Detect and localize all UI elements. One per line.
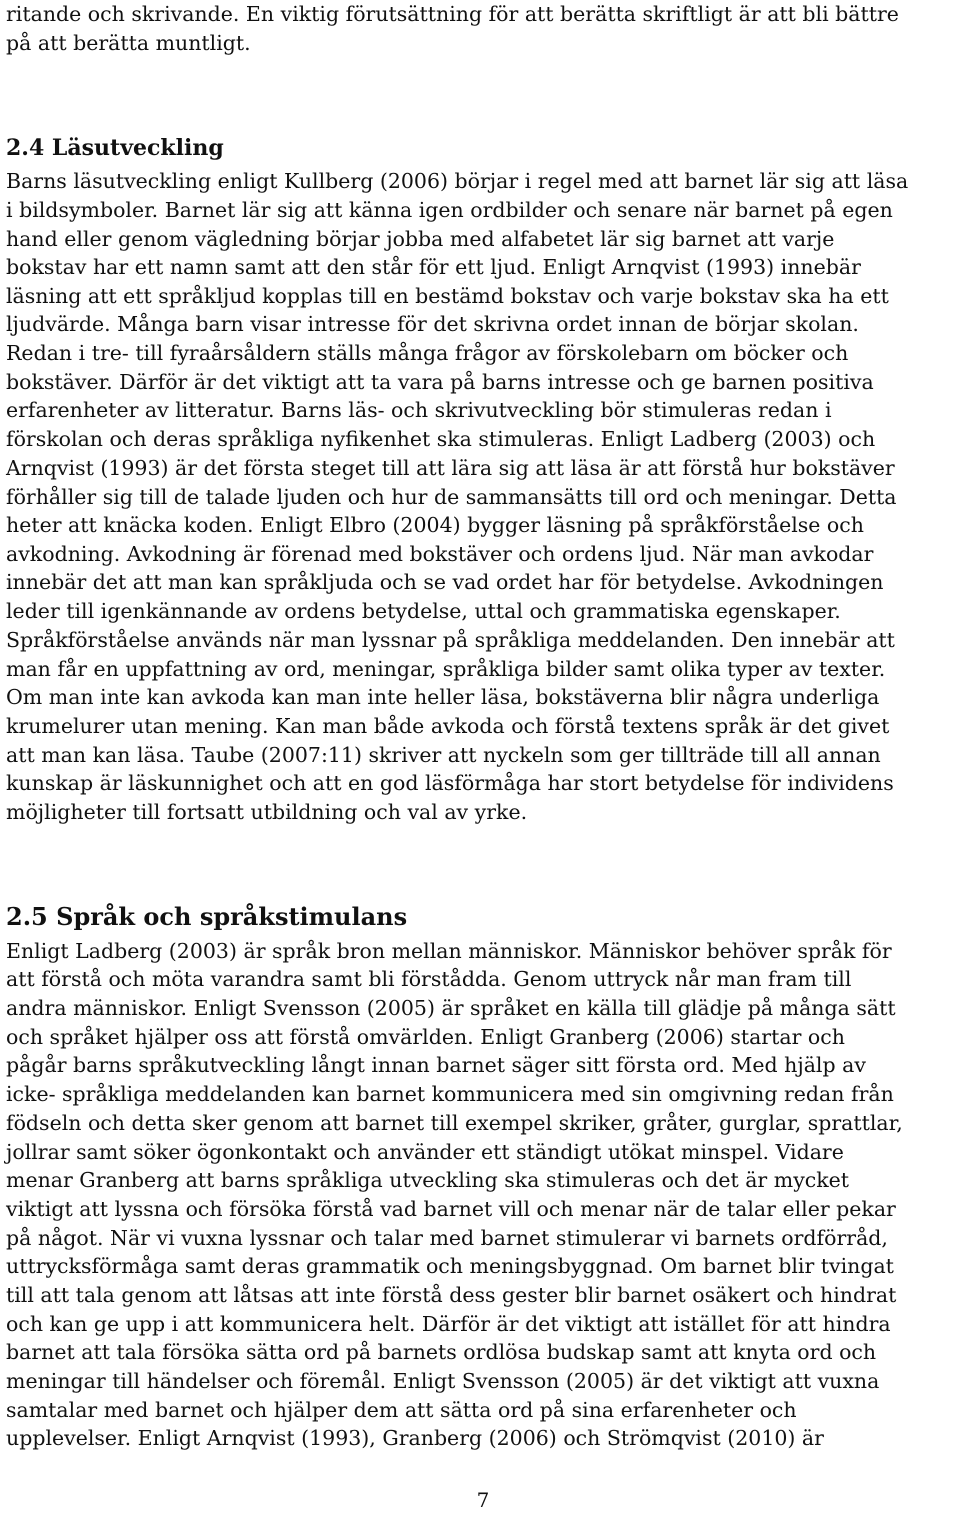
body-text-line: Barns läsutveckling enligt Kullberg (2006) börjar i regel med att barnet lär sig att läsa (6, 169, 909, 193)
body-text-line: heter att knäcka koden. Enligt Elbro (2004) bygger läsning på språkförståelse och (6, 513, 864, 537)
body-text-line: ritande och skrivande. En viktig förutsättning för att berätta skriftligt är att bli bättre (6, 2, 899, 26)
page-number: 7 (476, 1488, 490, 1512)
body-text-line: kunskap är läskunnighet och att en god läsförmåga har stort betydelse för individens (6, 771, 894, 795)
body-text-line: och kan ge upp i att kommunicera helt. Därför är det viktigt att istället för att hindra (6, 1312, 891, 1336)
body-text-line: födseln och detta sker genom att barnet till exempel skriker, gråter, gurglar, sprattlar, (6, 1111, 903, 1135)
body-text-line: krumelurer utan mening. Kan man både avkoda och förstå textens språk är det givet (6, 714, 890, 738)
body-text-line: menar Granberg att barns språkliga utveckling ska stimuleras och det är mycket (6, 1168, 850, 1192)
body-text-line: leder till igenkännande av ordens betydelse, uttal och grammatiska egenskaper. (6, 599, 841, 623)
body-text-line: och språket hjälper oss att förstå omvärlden. Enligt Granberg (2006) startar och (6, 1025, 845, 1049)
body-text-line: ljudvärde. Många barn visar intresse för det skrivna ordet innan de börjar skolan. (6, 312, 859, 336)
body-text-line: Redan i tre- till fyraårsåldern ställs många frågor av förskolebarn om böcker och (6, 341, 849, 365)
body-text-line: på att berätta muntligt. (6, 31, 251, 55)
section-heading-2-5: 2.5 Språk och språkstimulans (6, 902, 408, 931)
body-text-line: icke- språkliga meddelanden kan barnet kommunicera med sin omgivning redan från (6, 1082, 894, 1106)
body-text-line: upplevelser. Enligt Arnqvist (1993), Granberg (2006) och Strömqvist (2010) är (6, 1426, 824, 1450)
body-text-line: uttrycksförmåga samt deras grammatik och meningsbyggnad. Om barnet blir tvingat (6, 1254, 894, 1278)
body-text-line: viktigt att lyssna och försöka förstå vad barnet vill och menar när de talar eller pekar (6, 1197, 896, 1221)
body-text-line: förhåller sig till de talade ljuden och hur de sammansätts till ord och meningar. Detta (6, 485, 897, 509)
body-text-line: samtalar med barnet och hjälper dem att sätta ord på sina erfarenheter och (6, 1398, 797, 1422)
body-text-line: andra människor. Enligt Svensson (2005) är språket en källa till glädje på många sätt (6, 996, 896, 1020)
body-text-line: barnet att tala försöka sätta ord på barnets ordlösa budskap samt att knyta ord och (6, 1340, 877, 1364)
body-text-line: Språkförståelse används när man lyssnar på språkliga meddelanden. Den innebär att (6, 628, 895, 652)
body-text-line: avkodning. Avkodning är förenad med bokstäver och ordens ljud. När man avkodar (6, 542, 874, 566)
body-text-line: Arnqvist (1993) är det första steget till att lära sig att läsa är att förstå hur bokstäver (6, 456, 895, 480)
body-text-line: att förstå och möta varandra samt bli förstådda. Genom uttryck når man fram till (6, 967, 852, 991)
body-text-line: till att tala genom att låtsas att inte förstå dess gester blir barnet osäkert och hindrat (6, 1283, 897, 1307)
body-text-line: hand eller genom vägledning börjar jobba med alfabetet lär sig barnet att varje (6, 227, 835, 251)
body-text-line: Enligt Ladberg (2003) är språk bron mellan människor. Människor behöver språk för (6, 939, 892, 963)
body-text-line: pågår barns språkutveckling långt innan barnet säger sitt första ord. Med hjälp av (6, 1053, 866, 1077)
body-text-line: i bildsymboler. Barnet lär sig att känna igen ordbilder och senare när barnet på egen (6, 198, 893, 222)
body-text-line: läsning att ett språkljud kopplas till en bestämd bokstav och varje bokstav ska ha ett (6, 284, 889, 308)
body-text-line: meningar till händelser och föremål. Enligt Svensson (2005) är det viktigt att vuxna (6, 1369, 880, 1393)
body-text-line: erfarenheter av litteratur. Barns läs- och skrivutveckling bör stimuleras redan i (6, 398, 832, 422)
body-text-line: att man kan läsa. Taube (2007:11) skriver att nyckeln som ger tillträde till all annan (6, 743, 881, 767)
body-text-line: bokstav har ett namn samt att den står för ett ljud. Enligt Arnqvist (1993) innebär (6, 255, 861, 279)
body-text-line: Om man inte kan avkoda kan man inte heller läsa, bokstäverna blir några underliga (6, 685, 880, 709)
body-text-line: på något. När vi vuxna lyssnar och talar med barnet stimulerar vi barnets ordförråd, (6, 1226, 888, 1250)
body-text-line: man får en uppfattning av ord, meningar, språkliga bilder samt olika typer av texter. (6, 657, 886, 681)
body-text-line: möjligheter till fortsatt utbildning och val av yrke. (6, 800, 528, 824)
body-text-line: förskolan och deras språkliga nyfikenhet ska stimuleras. Enligt Ladberg (2003) och (6, 427, 876, 451)
section-heading-2-4: 2.4 Läsutveckling (6, 135, 224, 161)
body-text-line: innebär det att man kan språkljuda och se vad ordet har för betydelse. Avkodningen (6, 570, 884, 594)
body-text-line: jollrar samt söker ögonkontakt och använder ett ständigt utökat minspel. Vidare (6, 1140, 844, 1164)
body-text-line: bokstäver. Därför är det viktigt att ta vara på barns intresse och ge barnen positiva (6, 370, 874, 394)
